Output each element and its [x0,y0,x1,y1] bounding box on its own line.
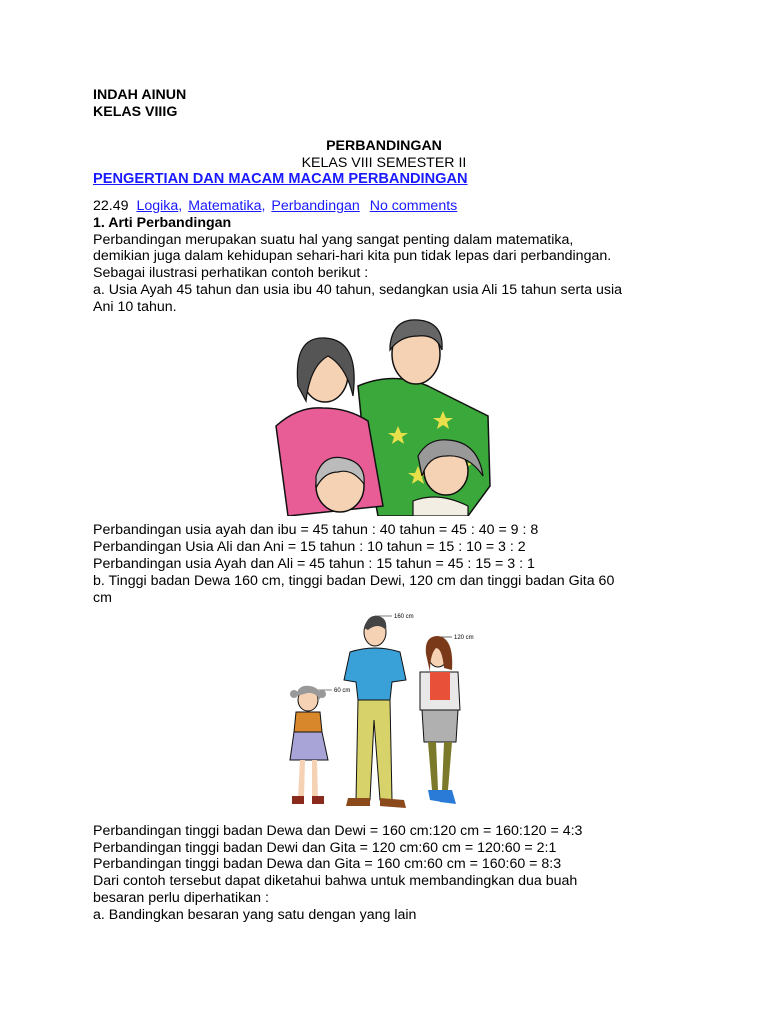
paragraph-line: demikian juga dalam kehidupan sehari-hari kita pun tidak lepas dari perbandingan. [93,248,612,264]
ratio-line: cm [93,590,112,606]
ratio-line: Perbandingan usia Ayah dan Ali = 45 tahun : 15 tahun = 45 : 15 = 3 : 1 [93,556,535,572]
section-heading: 1. Arti Perbandingan [93,215,232,231]
label-link-logika[interactable]: Logika [136,198,179,214]
dewa-height-label: 160 cm [394,614,414,620]
ratio-line: b. Tinggi badan Dewa 160 cm, tinggi badan Dewi, 120 cm dan tinggi badan Gita 60 [93,573,615,589]
author-class: KELAS VIIIG [93,104,178,120]
gita-height-label: 60 cm [334,688,351,694]
gita-figure [290,686,328,804]
author-name: INDAH AINUN [93,87,187,103]
ratio-line: besaran perlu diperhatikan : [93,890,269,906]
label-link-perbandingan[interactable]: Perbandingan [271,198,360,214]
ratio-line: Perbandingan tinggi badan Dewi dan Gita = 120 cm:60 cm = 120:60 = 2:1 [93,840,557,856]
ratio-line: Perbandingan usia ayah dan ibu = 45 tahun : 40 tahun = 45 : 40 = 9 : 8 [93,522,539,538]
dewi-figure [420,636,460,804]
article-heading-container [93,171,468,188]
ratio-line: a. Bandingkan besaran yang satu dengan yang lain [93,907,417,923]
paragraph-line: a. Usia Ayah 45 tahun dan usia ibu 40 tahun, sedangkan usia Ali 15 tahun serta usia [93,282,623,298]
article-heading-link[interactable]: PENGERTIAN DAN MACAM MACAM PERBANDINGAN [93,171,468,187]
paragraph-line: Perbandingan merupakan suatu hal yang sangat penting dalam matematika, [93,232,574,248]
height-illustration [280,610,480,815]
paragraph-line: Ani 10 tahun. [93,299,177,315]
post-time: 22.49 [93,198,129,214]
paragraph-line: Sebagai ilustrasi perhatikan contoh berikut : [93,265,369,281]
page-subtitle: KELAS VIII SEMESTER II [301,155,467,171]
ratio-line: Perbandingan Usia Ali dan Ani = 15 tahun : 10 tahun = 15 : 10 = 3 : 2 [93,539,526,555]
page-title: PERBANDINGAN [326,138,442,154]
family-illustration [268,316,493,516]
dewa-figure [344,616,406,808]
daughter-figure [316,457,364,512]
comments-link[interactable]: No comments [369,198,458,214]
post-meta: 22.49 Logika, Matematika, Perbandingan No comments [93,198,458,214]
label-link-matematika[interactable]: Matematika [188,198,262,214]
ratio-line: Perbandingan tinggi badan Dewa dan Gita = 160 cm:60 cm = 160:60 = 8:3 [93,856,562,872]
ratio-line: Perbandingan tinggi badan Dewa dan Dewi = 160 cm:120 cm = 160:120 = 4:3 [93,823,583,839]
dewi-height-label: 120 cm [454,635,474,641]
ratio-line: Dari contoh tersebut dapat diketahui bahwa untuk membandingkan dua buah [93,873,578,889]
